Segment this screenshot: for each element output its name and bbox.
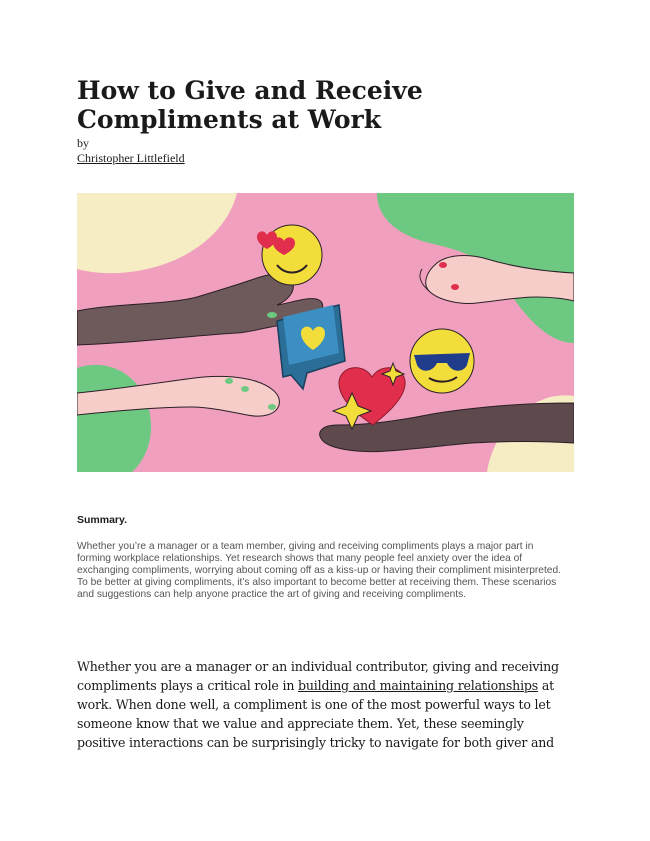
relationships-link[interactable]: building and maintaining relationships [298, 678, 539, 693]
article-title: How to Give and Receive Compliments at Work [77, 76, 423, 134]
author-link[interactable]: Christopher Littlefield [77, 151, 185, 165]
byline-prefix: by [77, 136, 89, 150]
summary-heading: Summary. [77, 514, 127, 526]
sunglasses-emoji-icon [410, 329, 474, 393]
body-text-part-2: at work. When done well, a compliment is one of the most powerful ways to let someone know that we value and appreciate them. Yet, these seemingly positive interactions can be surprisingly tricky to navigate for both giver and [77, 678, 555, 750]
body-text-part-1: Whether you are a manager or an individual contributor, giving and receiving compliments plays a critical role in [77, 659, 559, 693]
summary-text: Whether you’re a manager or a team member, giving and receiving compliments plays a major part in forming workplace relationships. Yet research shows that many people feel anxiety over the idea of exchanging compliments, worrying about coming off as a kiss-up or having their compliment misinterpreted. To be better at giving compliments, it’s also important to become better at receiving them. These scenarios and suggestions can help anyone practice the art of giving and receiving compliments. [77, 541, 561, 601]
body-paragraph [77, 657, 574, 752]
hero-illustration [77, 193, 574, 472]
